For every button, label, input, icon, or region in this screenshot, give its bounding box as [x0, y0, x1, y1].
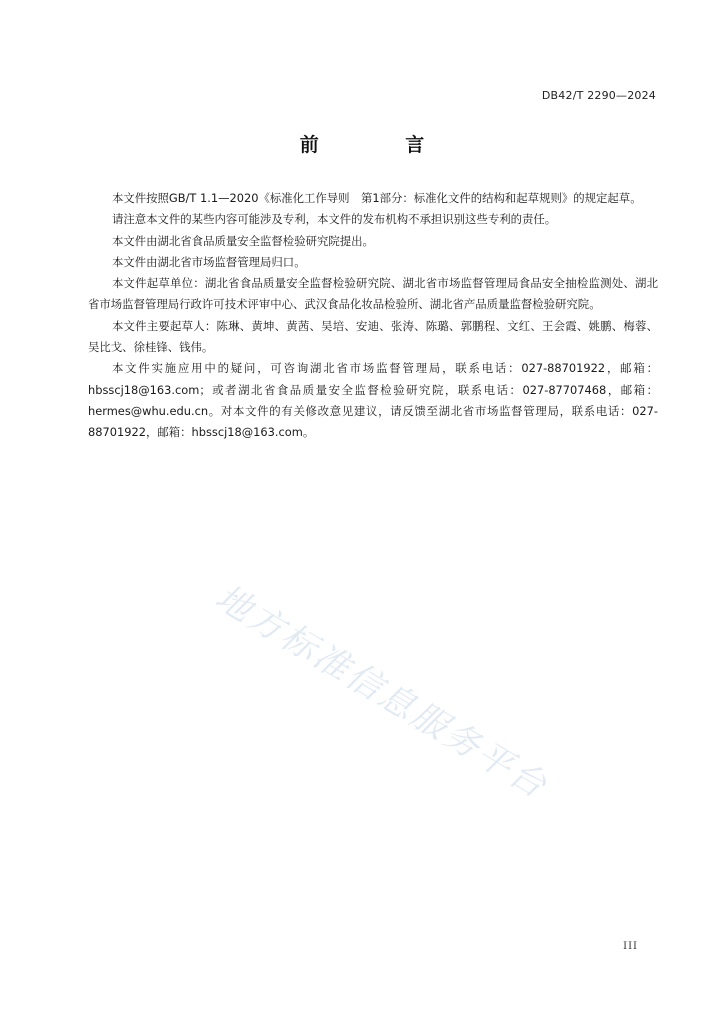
page-number: III — [623, 941, 638, 952]
paragraph-proposer: 本文件由湖北省食品质量安全监督检验研究院提出。 — [111, 233, 374, 248]
watermark-text: 地方标准信息服务平台 — [208, 577, 555, 808]
paragraph-drafting-rules: 本文件按照GB/T 1.1—2020《标准化工作导则 第1部分：标准化文件的结构和起草规则》的规定起草。 — [111, 191, 642, 205]
foreword-body — [88, 188, 658, 444]
page-title: 前 言 — [299, 134, 465, 156]
paragraph-administrator: 本文件由湖北省市场监督管理局归口。 — [111, 254, 306, 269]
paragraph-drafters: 本文件主要起草人：陈琳、黄坤、黄茜、吴培、安迪、张涛、陈璐、郭鹏程、文红、王会霞、姚鹏、梅蓉、吴比戈、徐桂锋、钱伟。 — [88, 318, 658, 355]
standard-code: DB42/T 2290—2024 — [541, 89, 656, 102]
paragraph-drafting-units: 本文件起草单位：湖北省食品质量安全监督检验研究院、湖北省市场监督管理局食品安全抽检监测处、湖北省市场监督管理局行政许可技术评审中心、武汉食品化妆品检验所、湖北省产品质量监督检验研究院。 — [88, 276, 658, 312]
paragraph-patent-notice: 请注意本文件的某些内容可能涉及专利，本文件的发布机构不承担识别这些专利的责任。 — [111, 212, 557, 227]
paragraph-contact-info: 本文件实施应用中的疑问，可咨询湖北省市场监督管理局，联系电话：027-88701922，邮箱：hbsscj18@163.com；或者湖北省食品质量安全监督检验研究院，联系电话：027-87707468，邮箱：hermes@whu.edu.cn。对本文件的有关修改意见建议，请反馈至湖北省市场监督管理局，联系电话：027-88701922，邮箱：hbsscj18@163.com。 — [88, 361, 658, 440]
